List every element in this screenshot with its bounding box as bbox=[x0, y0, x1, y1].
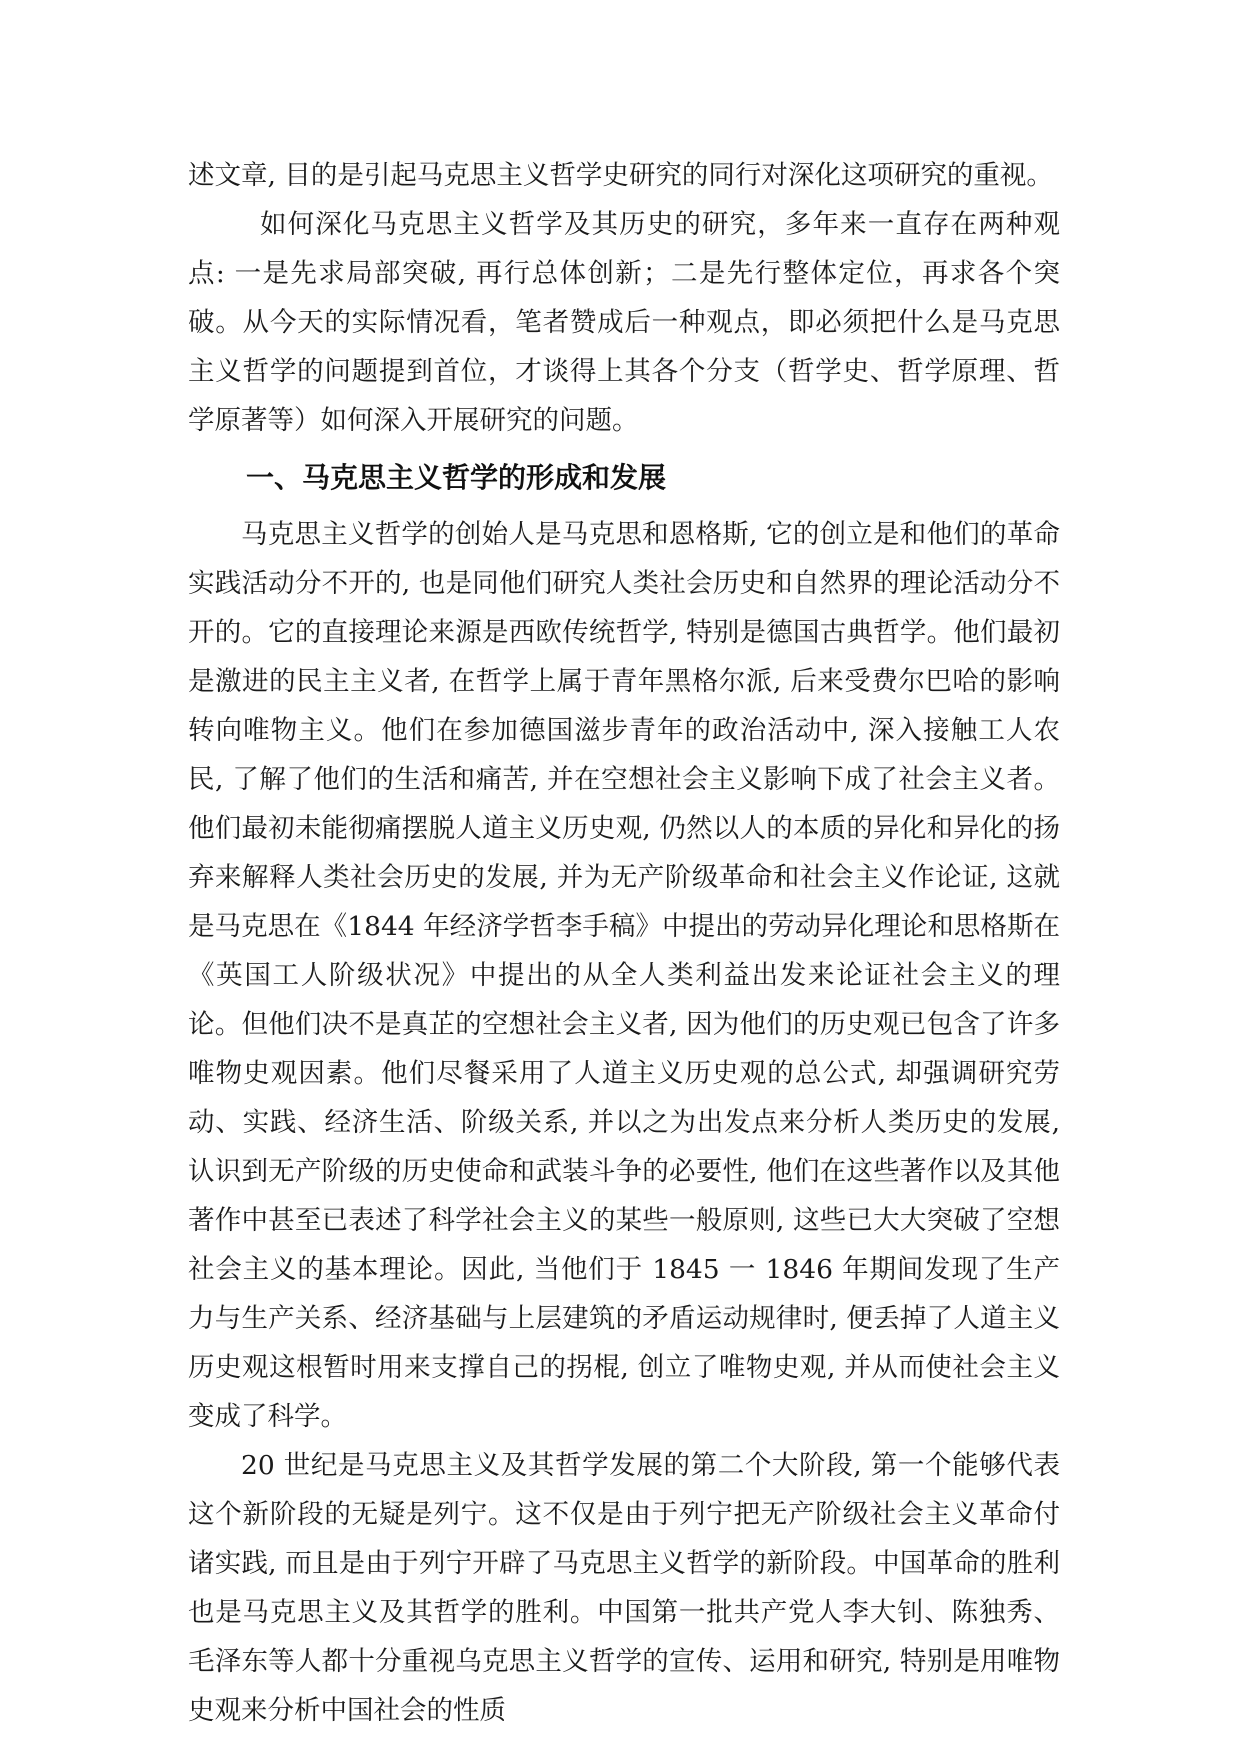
document-body bbox=[188, 151, 1060, 1735]
paragraph-twentieth-century: 20 世纪是马克思主义及其哲学发展的第二个大阶段, 第一个能够代表这个新阶段的无疑是列宁。这不仅是由于列宁把无产阶级社会主义革命付诸实践, 而且是由于列宁开辟了马克思主义哲学的新阶段。中国革命的胜利也是马克思主义及其哲学的胜利。中国第一批共产党人李大钊、陈独秀、毛泽东等人都十分重视乌克思主义哲学的宣传、运用和研究, 特别是用唯物史观来分析中国社会的性质 bbox=[188, 1450, 1060, 1726]
paragraph-continuation: 述文章, 目的是引起马克思主义哲学史研究的同行对深化这项研究的重视。 bbox=[188, 160, 1053, 191]
paragraph-formation: 马克思主义哲学的创始人是马克思和恩格斯, 它的创立是和他们的革命实践活动分不开的, 也是同他们研究人类社会历史和自然界的理论活动分不开的。它的直接理论来源是西欧传统哲学, 特别是德国古典哲学。他们最初是激进的民主主义者, 在哲学上属于青年黑格尔派, 后来受费尔巴哈的影响转向唯物主义。他们在参加德国滋步青年的政治活动中, 深入接触工人农民, 了解了他们的生活和痛苦, 并在空想社会主义影响下成了社会主义者。他们最初未能彻痛摆脱人道主义历史观, 仍然以人的本质的异化和异化的扬弃来解释人类社会历史的发展, 并为无产阶级革命和社会主义作论证, 这就是马克思在《1844 年经济学哲李手稿》中提出的劳动异化理论和思格斯在《英国工人阶级状况》中提出的从全人类利益出发来论证社会主义的理论。但他们决不是真芷的空想社会主义者, 因为他们的历史观已包含了许多唯物史观因素。他们尽餐采用了人道主义历史观的总公式, 却强调研究劳动、实践、经济生活、阶级关系, 并以之为出发点来分析人类历史的发展, 认识到无产阶级的历史使命和武装斗争的必要性, 他们在这些著作以及其他著作中甚至已表述了科学社会主义的某些一般原则, 这些已大大突破了空想社会主义的基本理论。因此, 当他们于 1845 一 1846 年期间发现了生产力与生产关系、经济基础与上层建筑的矛盾运动规律时, 便丢掉了人道主义历史观这根暂时用来支撑自己的拐棍, 创立了唯物史观, 并从而使社会主义变成了科学。 bbox=[188, 519, 1060, 1432]
section-heading: 一、马克思主义哲学的形成和发展 bbox=[246, 461, 667, 494]
paragraph-intro: 如何深化马克思主义哲学及其历史的研究，多年来一直存在两种观点: 一是先求局部突破, 再行总体创新；二是先行整体定位，再求各个突破。从今天的实际情况看，笔者赞成后一种观点，即必须把什么是马克思主义哲学的问题提到首位，才谈得上其各个分支（哲学史、哲学原理、哲学原著等）如何深入开展研究的问题。 bbox=[188, 209, 1060, 436]
